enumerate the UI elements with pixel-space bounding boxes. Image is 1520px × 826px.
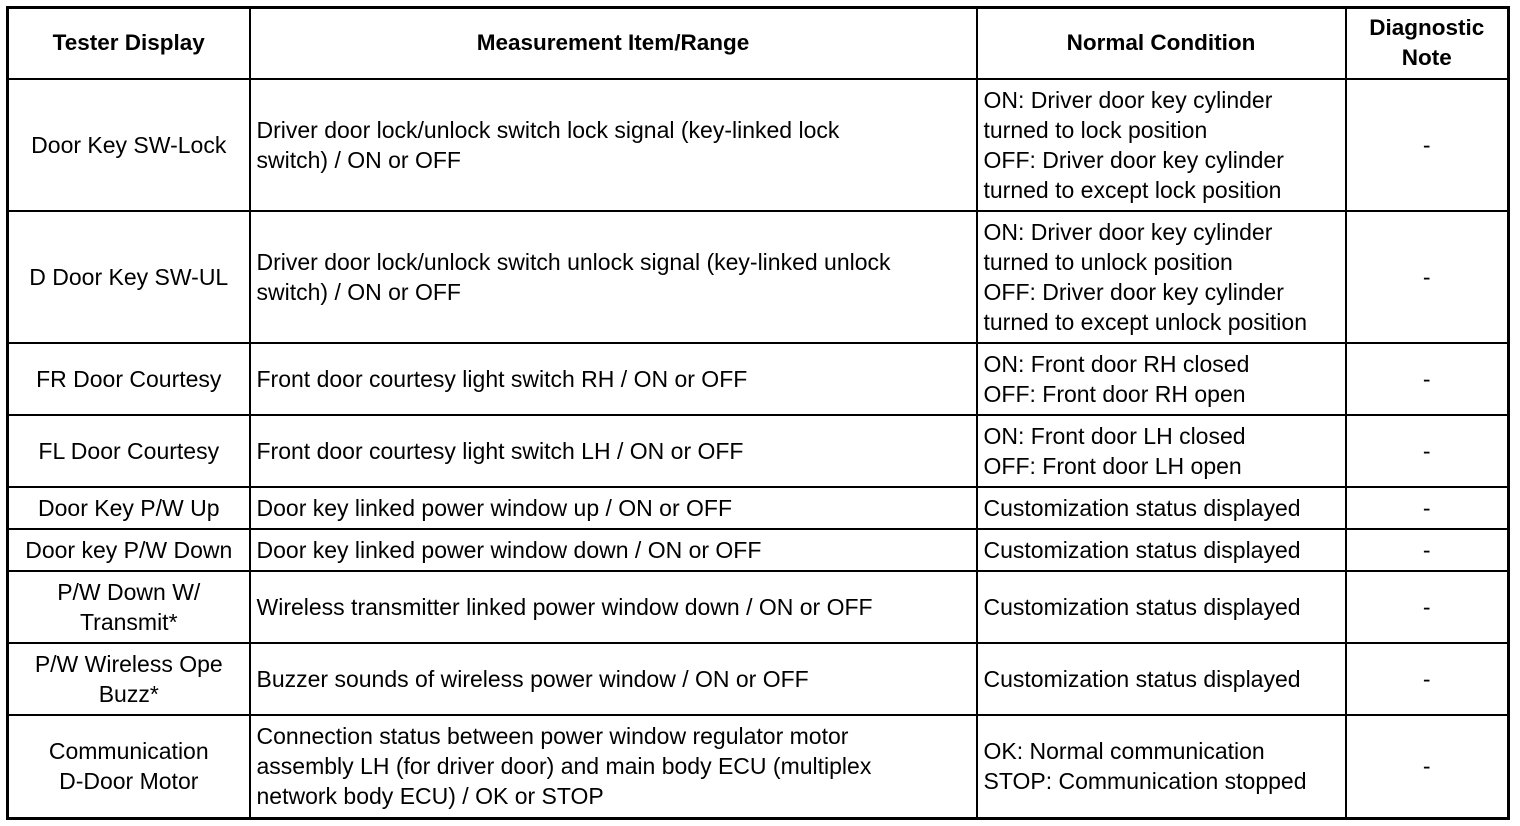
header-diagnostic-note	[1346, 8, 1509, 79]
normal-condition-text: turned to except lock position	[983, 176, 1282, 203]
normal-condition-cell	[977, 529, 1346, 571]
measurement-item-cell	[250, 529, 977, 571]
normal-condition-text: ON: Driver door key cylinder	[983, 218, 1273, 245]
header-normal-condition: Normal Condition	[977, 8, 1346, 79]
tester-display-text: Buzz*	[98, 680, 159, 707]
measurement-item-text: Front door courtesy light switch LH / ON or OFF	[256, 437, 744, 464]
measurement-item-cell	[250, 343, 977, 415]
normal-condition-text: ON: Front door LH closed	[983, 422, 1246, 449]
measurement-item-text: Door key linked power window down / ON or OFF	[256, 536, 762, 563]
measurement-item-cell	[250, 571, 977, 643]
normal-condition-text: Customization status displayed	[983, 665, 1301, 692]
normal-condition-cell	[977, 571, 1346, 643]
table-row	[8, 529, 1509, 571]
tester-display-cell	[8, 487, 250, 529]
measurement-item-text: network body ECU) / OK or STOP	[256, 783, 604, 810]
table-row	[8, 571, 1509, 643]
table-row	[8, 343, 1509, 415]
measurement-item-text: switch) / ON or OFF	[256, 146, 461, 173]
measurement-item-text: assembly LH (for driver door) and main body ECU (multiplex	[256, 753, 872, 780]
normal-condition-text: Customization status displayed	[983, 536, 1301, 563]
table-row	[8, 415, 1509, 487]
measurement-item-cell	[250, 643, 977, 715]
measurement-item-cell	[250, 211, 977, 343]
diagnostic-note-cell: -	[1346, 487, 1509, 529]
tester-display-text: Door Key SW-Lock	[31, 131, 227, 158]
normal-condition-text: OFF: Driver door key cylinder	[983, 278, 1284, 305]
header-measurement-item: Measurement Item/Range	[250, 8, 977, 79]
normal-condition-cell	[977, 715, 1346, 819]
tester-display-cell	[8, 79, 250, 211]
tester-display-text: Transmit*	[79, 608, 178, 635]
table-row	[8, 643, 1509, 715]
tester-display-text: D Door Key SW-UL	[29, 263, 229, 290]
table-row	[8, 211, 1509, 343]
measurement-item-text: switch) / ON or OFF	[256, 278, 461, 305]
normal-condition-text: ON: Front door RH closed	[983, 350, 1250, 377]
measurement-item-cell	[250, 715, 977, 819]
normal-condition-text: turned to except unlock position	[983, 308, 1307, 335]
table-row	[8, 487, 1509, 529]
normal-condition-text: OK: Normal communication	[983, 738, 1265, 765]
measurement-item-cell	[250, 415, 977, 487]
diagnostic-note-cell: -	[1346, 211, 1509, 343]
measurement-item-text: Driver door lock/unlock switch unlock signal (key-linked unlock	[256, 248, 891, 275]
diagnostic-note-cell: -	[1346, 571, 1509, 643]
normal-condition-text: OFF: Driver door key cylinder	[983, 146, 1284, 173]
normal-condition-cell	[977, 487, 1346, 529]
measurement-item-text: Driver door lock/unlock switch lock signal (key-linked lock	[256, 116, 840, 143]
normal-condition-cell	[977, 415, 1346, 487]
normal-condition-text: Customization status displayed	[983, 494, 1301, 521]
tester-display-cell	[8, 529, 250, 571]
tester-display-text: D-Door Motor	[59, 768, 199, 795]
header-note-line-1: Diagnostic	[1369, 15, 1485, 41]
tester-display-text: P/W Wireless Ope	[34, 650, 223, 677]
diagnostic-note-cell: -	[1346, 415, 1509, 487]
tester-display-cell	[8, 211, 250, 343]
header-note-line-2: Note	[1401, 45, 1452, 71]
normal-condition-cell	[977, 211, 1346, 343]
normal-condition-text: Customization status displayed	[983, 593, 1301, 620]
normal-condition-text: OFF: Front door LH open	[983, 452, 1242, 479]
table-row	[8, 715, 1509, 819]
measurement-item-cell	[250, 79, 977, 211]
normal-condition-cell	[977, 79, 1346, 211]
tester-display-text: Communication	[48, 738, 209, 765]
header-row	[8, 8, 1509, 79]
diagnostic-note-cell: -	[1346, 529, 1509, 571]
normal-condition-text: turned to lock position	[983, 116, 1208, 143]
tester-display-text: Door Key P/W Up	[38, 494, 220, 521]
normal-condition-cell	[977, 643, 1346, 715]
measurement-item-text: Front door courtesy light switch RH / ON or OFF	[256, 365, 748, 392]
diagnostic-table	[6, 6, 1510, 820]
tester-display-cell	[8, 643, 250, 715]
tester-display-cell	[8, 715, 250, 819]
measurement-item-text: Door key linked power window up / ON or OFF	[256, 494, 733, 521]
tester-display-cell	[8, 571, 250, 643]
header-tester-display: Tester Display	[8, 8, 250, 79]
normal-condition-cell	[977, 343, 1346, 415]
tester-display-text: Door key P/W Down	[25, 536, 233, 563]
measurement-item-text: Wireless transmitter linked power window down / ON or OFF	[256, 593, 873, 620]
measurement-item-text: Connection status between power window regulator motor	[256, 723, 849, 750]
tester-display-text: P/W Down W/	[57, 578, 201, 605]
normal-condition-text: OFF: Front door RH open	[983, 380, 1246, 407]
tester-display-cell	[8, 343, 250, 415]
diagnostic-note-cell: -	[1346, 643, 1509, 715]
table-row	[8, 79, 1509, 211]
measurement-item-cell	[250, 487, 977, 529]
diagnostic-note-cell: -	[1346, 343, 1509, 415]
normal-condition-text: ON: Driver door key cylinder	[983, 86, 1273, 113]
diagnostic-note-cell: -	[1346, 715, 1509, 819]
normal-condition-text: STOP: Communication stopped	[983, 768, 1307, 795]
tester-display-text: FL Door Courtesy	[38, 437, 220, 464]
tester-display-cell	[8, 415, 250, 487]
diagnostic-note-cell: -	[1346, 79, 1509, 211]
tester-display-text: FR Door Courtesy	[36, 365, 222, 392]
normal-condition-text: turned to unlock position	[983, 248, 1233, 275]
measurement-item-text: Buzzer sounds of wireless power window / ON or OFF	[256, 665, 809, 692]
